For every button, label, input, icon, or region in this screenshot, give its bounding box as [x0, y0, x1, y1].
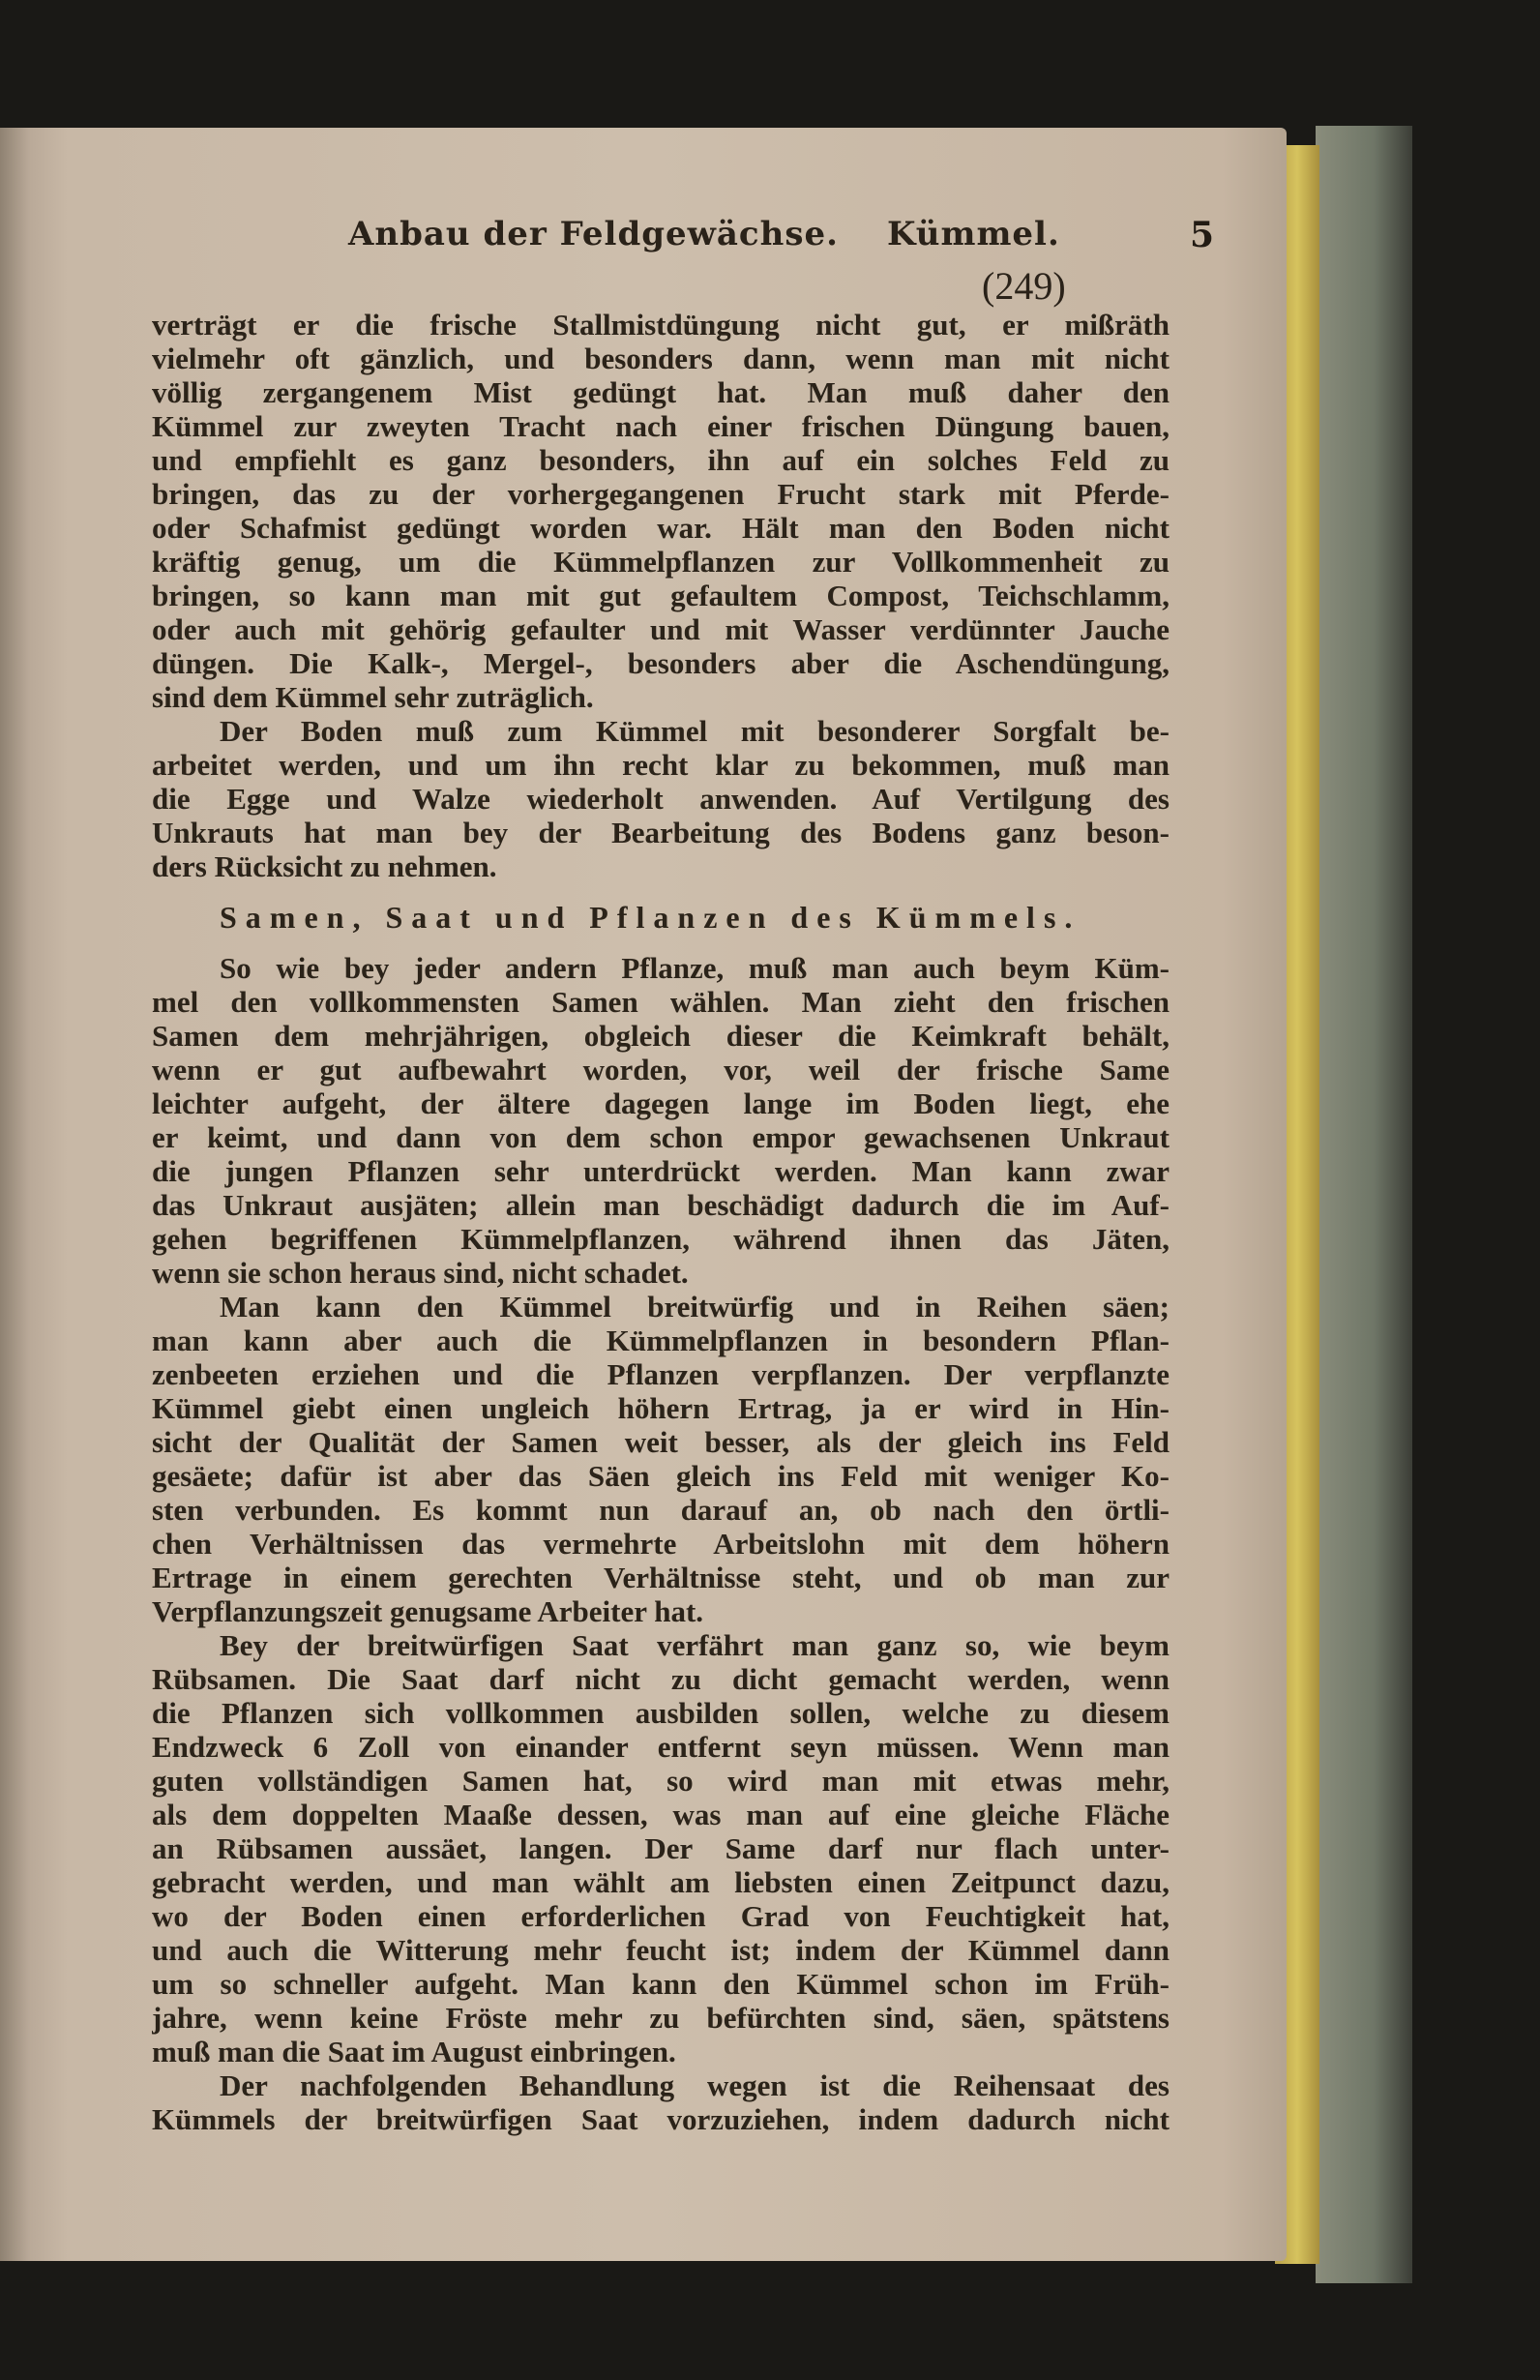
text-line: bringen, so kann man mit gut gefaultem Compost, Teichschlamm, — [152, 579, 1170, 612]
text-line: oder auch mit gehörig gefaulter und mit Wasser verdünnter Jauche — [152, 612, 1170, 646]
text-line: wo der Boden einen erforderlichen Grad von Feuchtigkeit hat, — [152, 1899, 1170, 1933]
text-line: jahre, wenn keine Fröste mehr zu befürchten sind, säen, spätstens — [152, 2001, 1170, 2035]
text-line: arbeitet werden, und um ihn recht klar zu bekommen, muß man — [152, 748, 1170, 782]
text-line: sind dem Kümmel sehr zuträglich. — [152, 680, 594, 714]
text-line: mel den vollkommensten Samen wählen. Man zieht den frischen — [152, 985, 1170, 1019]
text-line: So wie bey jeder andern Pflanze, muß man auch beym Küm- — [220, 951, 1170, 985]
text-line: die jungen Pflanzen sehr unterdrückt werden. Man kann zwar — [152, 1154, 1170, 1188]
text-line: Unkrauts hat man bey der Bearbeitung des Bodens ganz beson- — [152, 816, 1170, 849]
text-line: völlig zergangenem Mist gedüngt hat. Man muß daher den — [152, 375, 1170, 409]
text-line: Bey der breitwürfigen Saat verfährt man ganz so, wie beym — [220, 1628, 1170, 1662]
text-line: verträgt er die frische Stallmistdüngung nicht gut, er mißräth — [152, 308, 1170, 342]
text-line: ders Rücksicht zu nehmen. — [152, 849, 497, 883]
text-line: als dem doppelten Maaße dessen, was man auf eine gleiche Fläche — [152, 1798, 1170, 1831]
text-line: man kann aber auch die Kümmelpflanzen in besondern Pflan- — [152, 1324, 1170, 1357]
paragraph — [152, 308, 1170, 714]
text-line: gebracht werden, und man wählt am liebsten einen Zeitpunct dazu, — [152, 1865, 1170, 1899]
book-cover-edge — [1316, 126, 1412, 2283]
text-line: sten verbunden. Es kommt nun darauf an, ob nach den örtli- — [152, 1493, 1170, 1527]
text-line: oder Schafmist gedüngt worden war. Hält man den Boden nicht — [152, 511, 1170, 545]
text-line: guten vollständigen Samen hat, so wird man mit etwas mehr, — [152, 1764, 1170, 1798]
text-line: das Unkraut ausjäten; allein man beschädigt dadurch die im Auf- — [152, 1188, 1170, 1222]
text-line: Kümmels der breitwürfigen Saat vorzuziehen, indem dadurch nicht — [152, 2102, 1170, 2136]
section-title: Kümmel. — [886, 215, 1060, 253]
text-line: um so schneller aufgeht. Man kann den Kümmel schon im Früh- — [152, 1967, 1170, 2001]
text-line: und auch die Witterung mehr feucht ist; indem der Kümmel dann — [152, 1933, 1170, 1967]
paragraph — [152, 951, 1170, 1290]
paragraph — [152, 714, 1170, 883]
text-line: Verpflanzungszeit genugsame Arbeiter hat. — [152, 1594, 704, 1628]
text-line: leichter aufgeht, der ältere dagegen lange im Boden liegt, ehe — [152, 1086, 1170, 1120]
page-number: (249) — [982, 264, 1066, 308]
text-line: die Pflanzen sich vollkommen ausbilden sollen, welche zu diesem — [152, 1696, 1170, 1730]
signature-mark: 5 — [1190, 215, 1215, 255]
text-line: bringen, das zu der vorhergegangenen Frucht stark mit Pferde- — [152, 477, 1170, 511]
text-line: sicht der Qualität der Samen weit besser, als der gleich ins Feld — [152, 1425, 1170, 1459]
text-line: gesäete; dafür ist aber das Säen gleich ins Feld mit weniger Ko- — [152, 1459, 1170, 1493]
text-line: vielmehr oft gänzlich, und besonders dann, wenn man mit nicht — [152, 342, 1170, 375]
text-line: wenn sie schon heraus sind, nicht schadet. — [152, 1256, 689, 1290]
text-line: muß man die Saat im August einbringen. — [152, 2035, 676, 2068]
text-line: Ertrage in einem gerechten Verhältnisse steht, und ob man zur — [152, 1561, 1170, 1594]
paragraph — [152, 1628, 1170, 2068]
text-line: an Rübsamen aussäet, langen. Der Same darf nur flach unter- — [152, 1831, 1170, 1865]
text-line: Man kann den Kümmel breitwürfig und in Reihen säen; — [220, 1290, 1170, 1324]
text-line: wenn er gut aufbewahrt worden, vor, weil der frische Same — [152, 1053, 1170, 1086]
body-text — [152, 308, 1170, 2136]
text-line: düngen. Die Kalk-, Mergel-, besonders aber die Aschendüngung, — [152, 646, 1170, 680]
text-line: Rübsamen. Die Saat darf nicht zu dicht gemacht werden, wenn — [152, 1662, 1170, 1696]
text-line: chen Verhältnissen das vermehrte Arbeitslohn mit dem höhern — [152, 1527, 1170, 1561]
text-line: gehen begriffenen Kümmelpflanzen, während ihnen das Jäten, — [152, 1222, 1170, 1256]
text-line: die Egge und Walze wiederholt anwenden. Auf Vertilgung des — [152, 782, 1170, 816]
text-line: Kümmel giebt einen ungleich höhern Ertrag, ja er wird in Hin- — [152, 1391, 1170, 1425]
text-line: und empfiehlt es ganz besonders, ihn auf ein solches Feld zu — [152, 443, 1170, 477]
text-line: kräftig genug, um die Kümmelpflanzen zur Vollkommenheit zu — [152, 545, 1170, 579]
text-line: Der Boden muß zum Kümmel mit besonderer Sorgfalt be- — [220, 714, 1170, 748]
running-head — [348, 215, 1060, 253]
text-line: er keimt, und dann von dem schon empor gewachsenen Unkraut — [152, 1120, 1170, 1154]
running-title: Anbau der Feldgewächse. — [348, 215, 839, 253]
text-line: zenbeeten erziehen und die Pflanzen verpflanzen. Der verpflanzte — [152, 1357, 1170, 1391]
paragraph — [152, 2068, 1170, 2136]
text-line: Endzweck 6 Zoll von einander entfernt seyn müssen. Wenn man — [152, 1730, 1170, 1764]
text-line: Kümmel zur zweyten Tracht nach einer frischen Düngung bauen, — [152, 409, 1170, 443]
text-line: Der nachfolgenden Behandlung wegen ist die Reihensaat des — [220, 2068, 1170, 2102]
section-heading: Samen, Saat und Pflanzen des Kümmels. — [220, 900, 1081, 935]
paragraph — [152, 1290, 1170, 1628]
text-line: Samen dem mehrjährigen, obgleich dieser die Keimkraft behält, — [152, 1019, 1170, 1053]
